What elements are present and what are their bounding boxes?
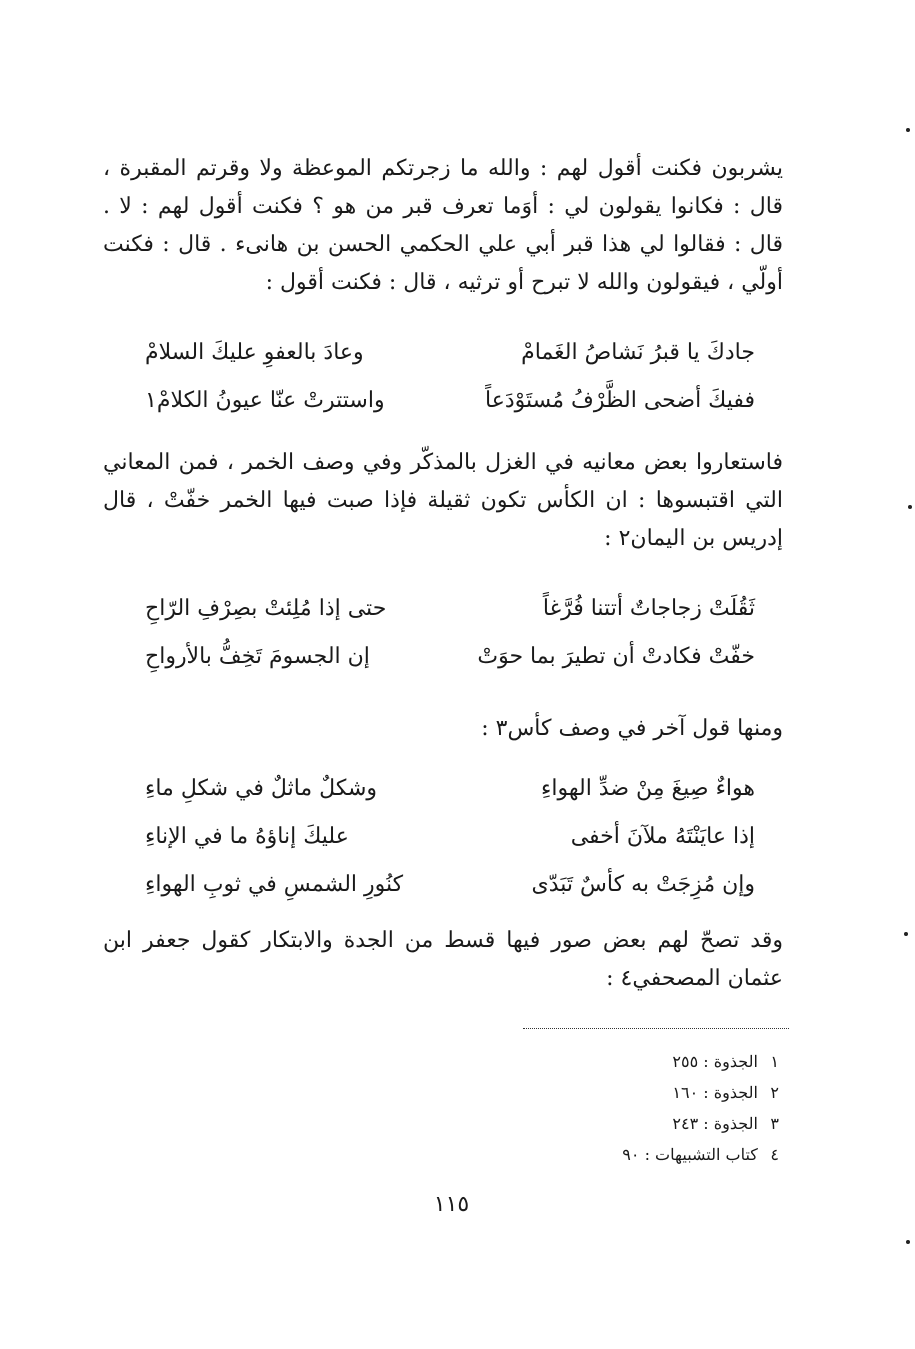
- verse-second-hemistich: إن الجسومَ تَخِفُّ بالأرواحِ: [145, 643, 370, 669]
- verse-line: [145, 584, 755, 632]
- footnote-text: كتاب التشبيهات : ٩٠: [622, 1145, 758, 1164]
- footnotes: [479, 1046, 779, 1170]
- verse-first-hemistich: ففيكَ أضحى الظَّرْفُ مُستَوْدَعاً: [485, 387, 755, 413]
- verse-first-hemistich: إذا عايَنْتَهُ ملآنَ أخفى: [570, 823, 755, 849]
- poem-3: [145, 764, 755, 908]
- footnote-number: ٣: [770, 1114, 779, 1133]
- scan-speck: [904, 932, 908, 936]
- footnote: [479, 1046, 779, 1077]
- footnote-number: ١: [770, 1052, 779, 1071]
- scan-speck: [908, 505, 912, 509]
- paragraph-2: [103, 444, 783, 558]
- footnote: [479, 1108, 779, 1139]
- footnote-text: الجذوة : ٢٥٥: [672, 1052, 758, 1071]
- verse-line: [145, 376, 755, 424]
- verse-line: [145, 764, 755, 812]
- verse-first-hemistich: جادكَ يا قبرُ نَشاصُ الغَمامْ: [521, 339, 755, 365]
- verse-second-hemistich: واستترتْ عنّا عيونُ الكلامْ١: [145, 387, 385, 413]
- footnote-text: الجذوة : ١٦٠: [672, 1083, 758, 1102]
- verse-line: [145, 328, 755, 376]
- poem-2: [145, 584, 755, 680]
- paragraph-text: ومنها قول آخر في وصف كأس٣ :: [481, 716, 783, 741]
- verse-first-hemistich: وإن مُزِجَتْ به كأسٌ تَبَدّى: [531, 871, 755, 897]
- footnote-number: ٢: [770, 1083, 779, 1102]
- paragraph-text: فاستعاروا بعض معانيه في الغزل بالمذكّر وفي وصف الخمر ، فمن المعاني التي اقتبسوها : ان الكأس تكون ثقيلة فإذا صبت فيها الخمر خفّتْ ، قال إدريس بن اليمان٢ :: [103, 450, 783, 551]
- footnote-text: الجذوة : ٢٤٣: [672, 1114, 758, 1133]
- verse-line: [145, 860, 755, 908]
- page-number: ١١٥: [433, 1192, 470, 1217]
- paragraph-3: [103, 710, 783, 748]
- verse-first-hemistich: ثَقُلَتْ زجاجاتٌ أتتنا فُرَّغاً: [542, 595, 755, 621]
- verse-second-hemistich: كنُورِ الشمسِ في ثوبِ الهواءِ: [145, 871, 404, 897]
- page-number-container: [0, 1192, 915, 1217]
- scan-speck: [906, 1240, 910, 1244]
- verse-line: [145, 632, 755, 680]
- paragraph-4: [103, 922, 783, 998]
- verse-second-hemistich: حتى إذا مُلِئتْ بصِرْفِ الرّاحِ: [145, 595, 387, 621]
- paragraph-text: يشربون فكنت أقول لهم : والله ما زجرتكم الموعظة ولا وقرتم المقبرة ، قال : فكانوا يقولون لي : أوَما تعرف قبر من هو ؟ فكنت أقول لهم : لا . قال : فقالوا لي هذا قبر أبي علي الحكمي الحسن بن هانىء . قال : فكنت أولّي ، فيقولون والله لا تبرح أو ترثيه ، قال : فكنت أقول :: [103, 156, 783, 295]
- verse-line: [145, 812, 755, 860]
- scan-speck: [906, 128, 910, 132]
- paragraph-text: وقد تصحّ لهم بعض صور فيها قسط من الجدة والابتكار كقول جعفر ابن عثمان المصحفي٤ :: [103, 928, 783, 991]
- verse-second-hemistich: عليكَ إناؤهُ ما في الإناءِ: [145, 823, 349, 849]
- verse-first-hemistich: خفّتْ فكادتْ أن تطيرَ بما حوَتْ: [477, 643, 755, 669]
- footnote-separator: [523, 1028, 789, 1029]
- paragraph-1: [103, 150, 783, 302]
- verse-first-hemistich: هواءٌ صِيغَ مِنْ ضدِّ الهواءِ: [541, 775, 755, 801]
- footnote: [479, 1077, 779, 1108]
- footnote-number: ٤: [770, 1145, 779, 1164]
- verse-second-hemistich: وشكلٌ ماثلٌ في شكلِ ماءِ: [145, 775, 378, 801]
- footnote: [479, 1139, 779, 1170]
- poem-1: [145, 328, 755, 424]
- verse-second-hemistich: وعادَ بالعفوِ عليكَ السلامْ: [145, 339, 364, 365]
